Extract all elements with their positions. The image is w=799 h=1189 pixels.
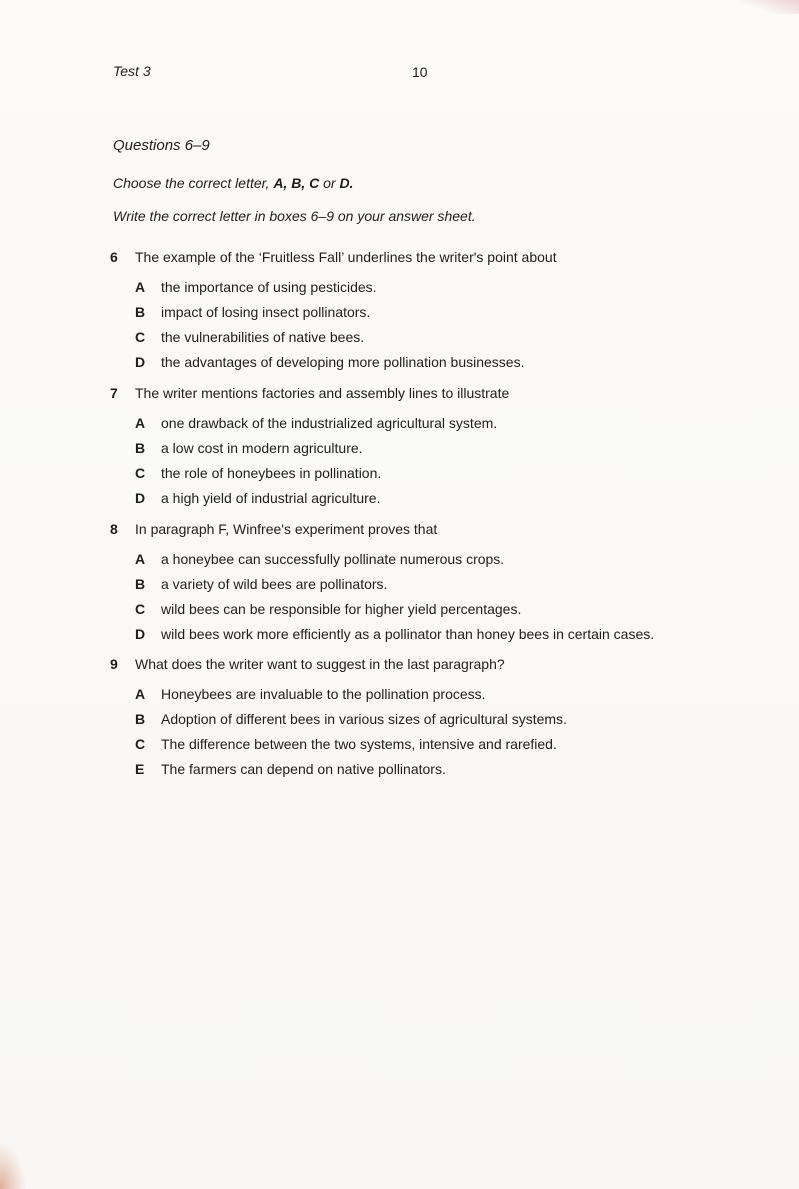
option-b: [110, 711, 770, 736]
option-letter: A: [135, 551, 146, 567]
option-letter: B: [135, 576, 146, 592]
option-letter: B: [135, 711, 146, 727]
question-number: 6: [110, 249, 118, 265]
option-letter: C: [135, 465, 146, 481]
option-c: [110, 465, 770, 490]
question-6: [110, 249, 770, 379]
option-text: the advantages of developing more pollination businesses.: [161, 354, 525, 370]
option-c: [110, 329, 770, 354]
page-number: 10: [412, 64, 428, 80]
option-text: Adoption of different bees in various sizes of agricultural systems.: [161, 711, 567, 727]
question-text: The example of the ‘Fruitless Fall’ underlines the writer's point about: [135, 249, 557, 265]
option-text: wild bees can be responsible for higher yield percentages.: [161, 601, 522, 617]
option-text: a low cost in modern agriculture.: [161, 440, 363, 456]
option-letter: C: [135, 736, 146, 752]
instruction-letters: A, B, C: [273, 175, 320, 191]
option-list: [110, 415, 770, 515]
option-text: Honeybees are invaluable to the pollination process.: [161, 686, 486, 702]
option-letter: D: [135, 490, 146, 506]
option-list: [110, 279, 770, 379]
option-b: [110, 304, 770, 329]
option-letter: E: [135, 761, 145, 777]
option-a: [110, 686, 770, 711]
option-letter: C: [135, 601, 146, 617]
option-letter: B: [135, 304, 146, 320]
option-letter: D: [135, 354, 146, 370]
option-d: [110, 354, 770, 379]
option-text: impact of losing insect pollinators.: [161, 304, 371, 320]
option-letter: A: [135, 415, 146, 431]
option-letter: B: [135, 440, 146, 456]
option-text: a high yield of industrial agriculture.: [161, 490, 381, 506]
option-a: [110, 551, 770, 576]
instruction-last-letter: D.: [339, 175, 354, 191]
option-text: the role of honeybees in pollination.: [161, 465, 382, 481]
option-d: [110, 626, 770, 651]
option-d: [110, 490, 770, 515]
test-label: Test 3: [113, 63, 151, 79]
option-letter: A: [135, 279, 146, 295]
instruction-answer-sheet: Write the correct letter in boxes 6–9 on your answer sheet.: [113, 208, 476, 224]
option-e: [110, 761, 770, 786]
option-text: a variety of wild bees are pollinators.: [161, 576, 388, 592]
option-text: the vulnerabilities of native bees.: [161, 329, 365, 345]
instruction-choose-letter: [113, 175, 353, 191]
option-text: a honeybee can successfully pollinate numerous crops.: [161, 551, 505, 567]
instruction-or: or: [323, 175, 336, 191]
question-8: [110, 521, 770, 651]
option-list: [110, 551, 770, 651]
option-c: [110, 601, 770, 626]
question-stem: [110, 385, 770, 407]
instruction-prefix: Choose the correct letter,: [113, 175, 270, 191]
page-corner-shadow: [739, 0, 799, 14]
option-a: [110, 415, 770, 440]
question-stem: [110, 656, 770, 678]
question-stem: [110, 249, 770, 271]
option-text: The difference between the two systems, intensive and rarefied.: [161, 736, 557, 752]
question-text: In paragraph F, Winfree's experiment proves that: [135, 521, 438, 537]
question-number: 7: [110, 385, 118, 401]
questions-heading: Questions 6–9: [113, 137, 210, 154]
question-7: [110, 385, 770, 515]
question-number: 9: [110, 656, 118, 672]
question-number: 8: [110, 521, 118, 537]
question-text: The writer mentions factories and assembly lines to illustrate: [135, 385, 510, 401]
question-9: [110, 656, 770, 786]
option-a: [110, 279, 770, 304]
option-b: [110, 576, 770, 601]
option-letter: D: [135, 626, 146, 642]
option-letter: A: [135, 686, 146, 702]
question-stem: [110, 521, 770, 543]
option-text: one drawback of the industrialized agricultural system.: [161, 415, 498, 431]
option-letter: C: [135, 329, 146, 345]
finger-shadow: [0, 1143, 26, 1189]
option-text: The farmers can depend on native pollinators.: [161, 761, 446, 777]
option-c: [110, 736, 770, 761]
question-text: What does the writer want to suggest in the last paragraph?: [135, 656, 505, 672]
option-text: the importance of using pesticides.: [161, 279, 377, 295]
option-text: wild bees work more efficiently as a pollinator than honey bees in certain cases.: [161, 626, 655, 642]
option-list: [110, 686, 770, 786]
option-b: [110, 440, 770, 465]
